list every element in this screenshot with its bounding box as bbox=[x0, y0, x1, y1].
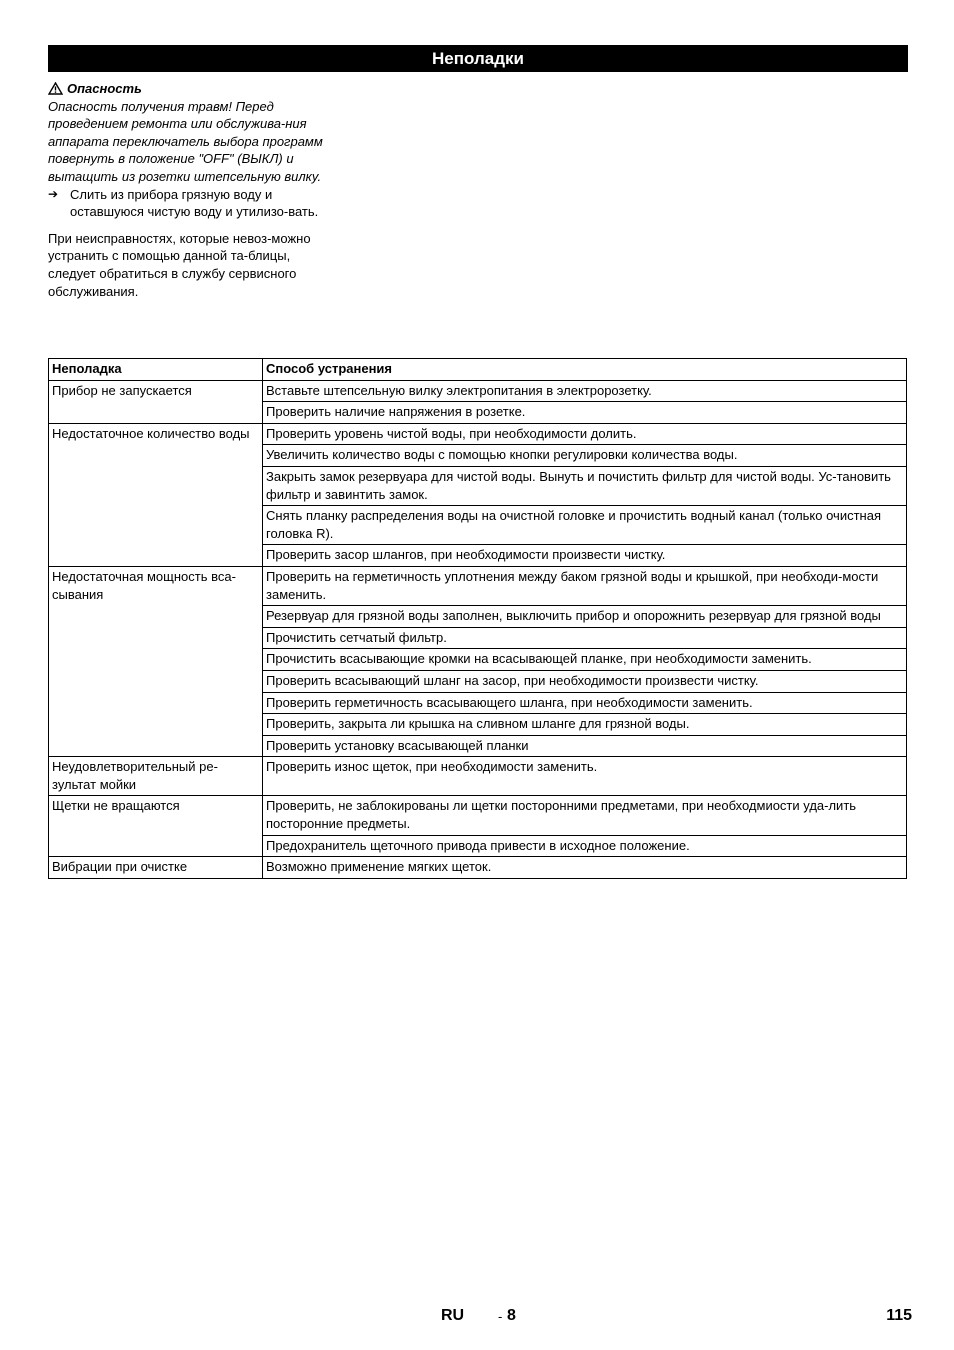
table-row bbox=[49, 796, 907, 835]
fault-cell: Щетки не вращаются bbox=[49, 796, 263, 857]
instruction-text: Слить из прибора грязную воду и оставшуюся чистую воду и утилизо-вать. bbox=[70, 186, 319, 220]
remedy-cell: Проверить, не заблокированы ли щетки посторонними предметами, при необходмиости уда-лить посторонние предметы. bbox=[263, 796, 907, 835]
remedy-cell: Проверить установку всасывающей планки bbox=[263, 735, 907, 757]
footer-dash: - bbox=[498, 1309, 503, 1324]
remedy-cell: Проверить герметичность всасывающего шланга, при необходимости заменить. bbox=[263, 692, 907, 714]
remedy-cell: Увеличить количество воды с помощью кнопки регулировки количества воды. bbox=[263, 445, 907, 467]
arrow-right-icon: ➔ bbox=[48, 186, 59, 201]
column-header-remedy: Способ устранения bbox=[263, 359, 907, 381]
table-row bbox=[49, 857, 907, 879]
remedy-cell: Резервуар для грязной воды заполнен, выключить прибор и опорожнить резервуар для грязной воды bbox=[263, 606, 907, 628]
footer-section-page: 8 bbox=[507, 1307, 516, 1324]
remedy-cell: Предохранитель щеточного привода привести в исходное положение. bbox=[263, 835, 907, 857]
footer-language: RU bbox=[441, 1307, 465, 1324]
remedy-cell: Проверить всасывающий шланг на засор, при необходимости произвести чистку. bbox=[263, 670, 907, 692]
troubleshooting-table bbox=[48, 358, 907, 879]
remedy-cell: Проверить, закрыта ли крышка на сливном шланге для грязной воды. bbox=[263, 714, 907, 736]
table-row bbox=[49, 566, 907, 605]
remedy-cell: Снять планку распределения воды на очистной головке и прочистить водный канал (только очистная головка R). bbox=[263, 506, 907, 545]
service-note: При неисправностях, которые невоз-можно устранить с помощью данной та-блицы, следует обратиться в службу сервисного обслуживания. bbox=[48, 230, 311, 299]
danger-text: Опасность получения травм! Перед проведением ремонта или обслужива-ния аппарата переключатель выбора программ повернуть в положение "OFF" (ВЫКЛ) и вытащить из розетки штепсельную вилку. bbox=[48, 98, 323, 184]
remedy-cell: Прочистить всасывающие кромки на всасывающей планке, при необходимости заменить. bbox=[263, 649, 907, 671]
table-row bbox=[49, 757, 907, 796]
remedy-cell: Проверить наличие напряжения в розетке. bbox=[263, 402, 907, 424]
fault-cell: Недостаточное количество воды bbox=[49, 423, 263, 566]
fault-cell: Вибрации при очистке bbox=[49, 857, 263, 879]
remedy-cell: Проверить засор шлангов, при необходимости произвести чистку. bbox=[263, 545, 907, 567]
instruction-item bbox=[48, 186, 323, 221]
fault-cell: Прибор не запускается bbox=[49, 380, 263, 423]
intro-section bbox=[48, 80, 323, 300]
column-header-fault: Неполадка bbox=[49, 359, 263, 381]
table-row bbox=[49, 423, 907, 445]
fault-cell: Недостаточная мощность вса-сывания bbox=[49, 566, 263, 756]
remedy-cell: Возможно применение мягких щеток. bbox=[263, 857, 907, 879]
remedy-cell: Проверить уровень чистой воды, при необходимости долить. bbox=[263, 423, 907, 445]
danger-heading bbox=[48, 80, 323, 98]
fault-cell: Неудовлетворительный ре-зультат мойки bbox=[49, 757, 263, 796]
remedy-cell: Прочистить сетчатый фильтр. bbox=[263, 627, 907, 649]
footer-page-number: 115 bbox=[886, 1307, 912, 1324]
remedy-cell: Проверить на герметичность уплотнения между баком грязной воды и крышкой, при необходи-мости заменить. bbox=[263, 566, 907, 605]
section-title: Неполадки bbox=[48, 45, 908, 72]
remedy-cell: Проверить износ щеток, при необходимости заменить. bbox=[263, 757, 907, 796]
warning-triangle-icon bbox=[48, 82, 63, 95]
remedy-cell: Вставьте штепсельную вилку электропитания в электророзетку. bbox=[263, 380, 907, 402]
danger-heading-text: Опасность bbox=[67, 81, 142, 96]
table-body bbox=[49, 380, 907, 878]
remedy-cell: Закрыть замок резервуара для чистой воды. Вынуть и почистить фильтр для чистой воды. Ус-тановить фильтр и завинтить замок. bbox=[263, 466, 907, 505]
table-header-row bbox=[49, 359, 907, 381]
table-row bbox=[49, 380, 907, 402]
